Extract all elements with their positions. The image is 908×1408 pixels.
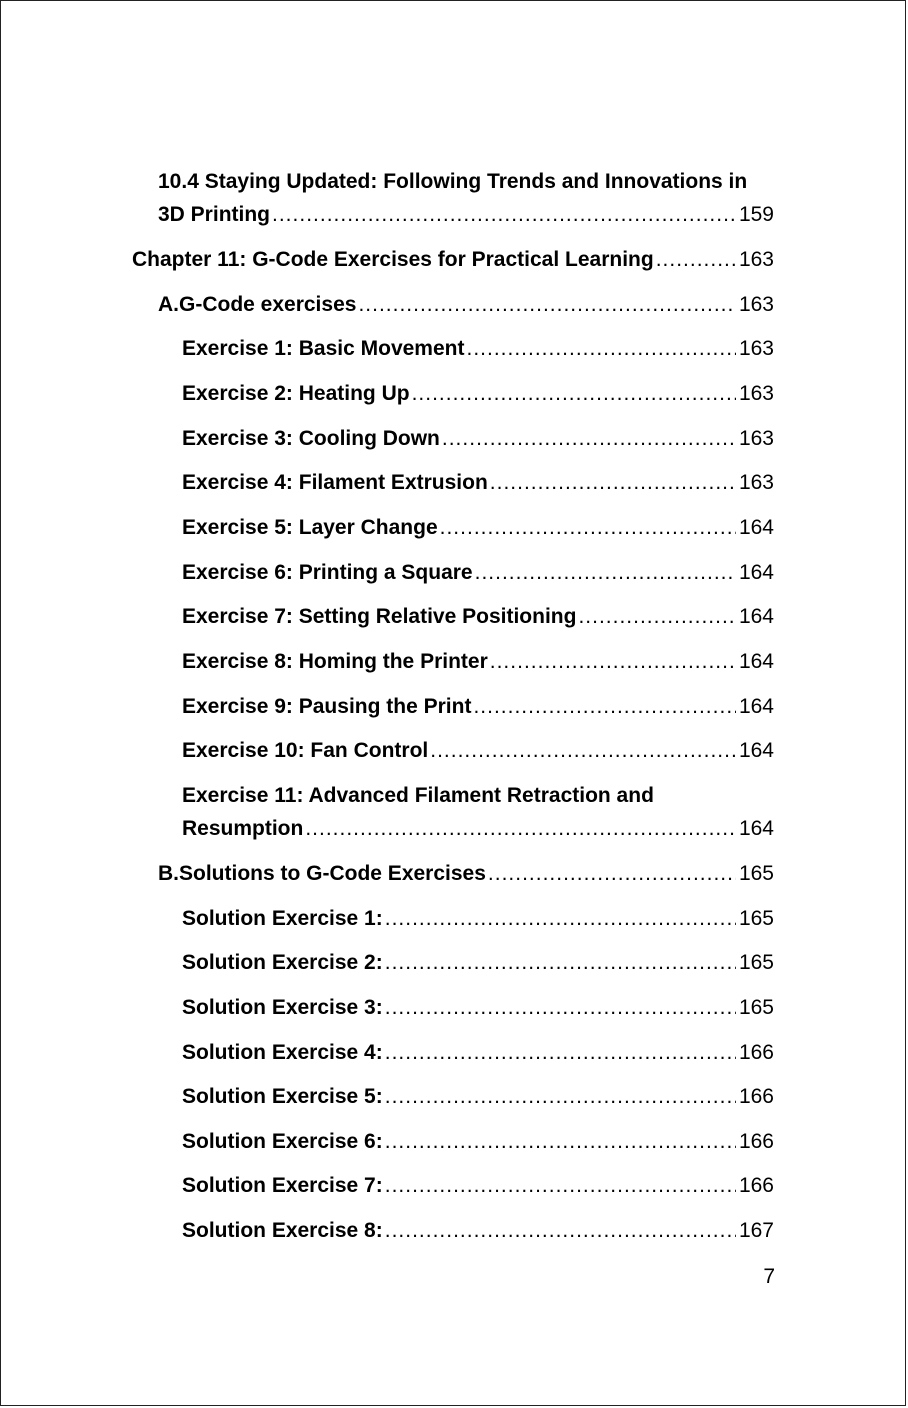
toc-page-ref: 163 — [738, 382, 774, 405]
toc-entry-title: Exercise 7: Setting Relative Positioning — [182, 605, 577, 628]
toc-entry-solution[interactable] — [182, 902, 774, 935]
toc-entry-exercise[interactable] — [182, 556, 774, 589]
toc-entry-title: Exercise 1: Basic Movement — [182, 337, 465, 360]
dot-leader — [466, 332, 735, 365]
toc-page-ref: 163 — [738, 471, 774, 494]
toc-entry-10-4[interactable] — [158, 165, 774, 231]
toc-entry-title: Exercise 6: Printing a Square — [182, 561, 473, 584]
toc-entry-title: Solution Exercise 7: — [182, 1174, 383, 1197]
toc-entry-title: Exercise 10: Fan Control — [182, 739, 429, 762]
toc-page-ref: 166 — [738, 1085, 774, 1108]
toc-entry-exercise[interactable] — [182, 600, 774, 633]
table-of-contents — [1, 1, 905, 1405]
toc-page-ref: 163 — [738, 337, 774, 360]
dot-leader — [475, 556, 736, 589]
toc-entry-title-line1: Exercise 11: Advanced Filament Retraction and — [182, 784, 654, 807]
toc-part-letter: B. — [158, 862, 179, 885]
toc-entry-title: Exercise 4: Filament Extrusion — [182, 471, 488, 494]
toc-entry-exercise[interactable] — [182, 332, 774, 365]
toc-entry-part-b[interactable] — [158, 857, 774, 890]
dot-leader — [358, 288, 736, 321]
toc-page-ref: 165 — [738, 951, 774, 974]
toc-entry-title-line1: 10.4 Staying Updated: Following Trends and Innovations in — [158, 170, 748, 193]
toc-entry-solution[interactable] — [182, 1080, 774, 1113]
toc-page-ref: 164 — [738, 739, 774, 762]
toc-entry-title: Solution Exercise 5: — [182, 1085, 383, 1108]
dot-leader — [656, 243, 736, 276]
toc-entry-solution[interactable] — [182, 1036, 774, 1069]
dot-leader — [385, 902, 736, 935]
toc-entry-part-a[interactable] — [158, 288, 774, 321]
toc-page-ref: 165 — [738, 996, 774, 1019]
toc-entry-title: Exercise 9: Pausing the Print — [182, 695, 472, 718]
toc-page-ref: 163 — [738, 293, 774, 316]
toc-entry-title: Solution Exercise 4: — [182, 1041, 383, 1064]
toc-entry-title: Solution Exercise 8: — [182, 1219, 383, 1242]
toc-entry-title: Exercise 2: Heating Up — [182, 382, 410, 405]
toc-page-ref: 164 — [738, 605, 774, 628]
toc-entry-title: Solution Exercise 6: — [182, 1130, 383, 1153]
toc-page-ref: 166 — [738, 1130, 774, 1153]
toc-entry-solution[interactable] — [182, 1214, 774, 1247]
dot-leader — [385, 1080, 736, 1113]
toc-entry-title-line2: 3D Printing — [158, 203, 271, 226]
toc-entry-exercise[interactable] — [182, 377, 774, 410]
toc-page-ref: 166 — [738, 1174, 774, 1197]
toc-entry-exercise[interactable] — [182, 734, 774, 767]
toc-page-ref: 159 — [738, 203, 774, 226]
toc-page-ref: 164 — [738, 516, 774, 539]
dot-leader — [272, 198, 736, 231]
toc-entry-title: Solution Exercise 2: — [182, 951, 383, 974]
toc-entry-exercise[interactable] — [182, 422, 774, 455]
dot-leader — [385, 1214, 736, 1247]
dot-leader — [488, 857, 736, 890]
dot-leader — [305, 812, 736, 845]
toc-entry-title: Exercise 8: Homing the Printer — [182, 650, 488, 673]
toc-entry-exercise[interactable] — [182, 645, 774, 678]
dot-leader — [385, 1169, 736, 1202]
toc-page-ref: 164 — [738, 695, 774, 718]
toc-entry-title-line2: Resumption — [182, 817, 304, 840]
toc-entry-title: Solution Exercise 3: — [182, 996, 383, 1019]
toc-entry-exercise[interactable] — [182, 690, 774, 723]
toc-page-ref: 165 — [738, 862, 774, 885]
toc-entry-solution[interactable] — [182, 991, 774, 1024]
toc-entry-title: Solution Exercise 1: — [182, 907, 383, 930]
toc-entry-chapter-11[interactable] — [132, 243, 774, 276]
toc-page-ref: 166 — [738, 1041, 774, 1064]
toc-entry-exercise-11[interactable] — [182, 779, 774, 845]
dot-leader — [440, 511, 736, 544]
toc-entry-title: Chapter 11: G-Code Exercises for Practical Learning — [132, 248, 654, 271]
toc-entry-title: Exercise 5: Layer Change — [182, 516, 438, 539]
toc-page-ref: 163 — [738, 427, 774, 450]
dot-leader — [385, 1036, 736, 1069]
toc-entry-solution[interactable] — [182, 946, 774, 979]
toc-entry-solution[interactable] — [182, 1169, 774, 1202]
toc-entry-exercise[interactable] — [182, 466, 774, 499]
toc-page-ref: 165 — [738, 907, 774, 930]
dot-leader — [412, 377, 736, 410]
dot-leader — [578, 600, 736, 633]
dot-leader — [490, 466, 736, 499]
toc-entry-exercise[interactable] — [182, 511, 774, 544]
toc-entry-title: Exercise 3: Cooling Down — [182, 427, 440, 450]
toc-page-ref: 164 — [738, 817, 774, 840]
dot-leader — [385, 946, 736, 979]
dot-leader — [490, 645, 736, 678]
dot-leader — [442, 422, 736, 455]
page-number: 7 — [763, 1265, 775, 1288]
toc-page-ref: 164 — [738, 561, 774, 584]
toc-page-ref: 167 — [738, 1219, 774, 1242]
dot-leader — [430, 734, 736, 767]
toc-entry-title: G-Code exercises — [179, 293, 357, 316]
dot-leader — [473, 690, 736, 723]
dot-leader — [385, 1125, 736, 1158]
dot-leader — [385, 991, 736, 1024]
toc-page-ref: 163 — [738, 248, 774, 271]
toc-entry-title: Solutions to G-Code Exercises — [179, 862, 486, 885]
toc-page-ref: 164 — [738, 650, 774, 673]
toc-part-letter: A. — [158, 293, 179, 316]
toc-entry-solution[interactable] — [182, 1125, 774, 1158]
